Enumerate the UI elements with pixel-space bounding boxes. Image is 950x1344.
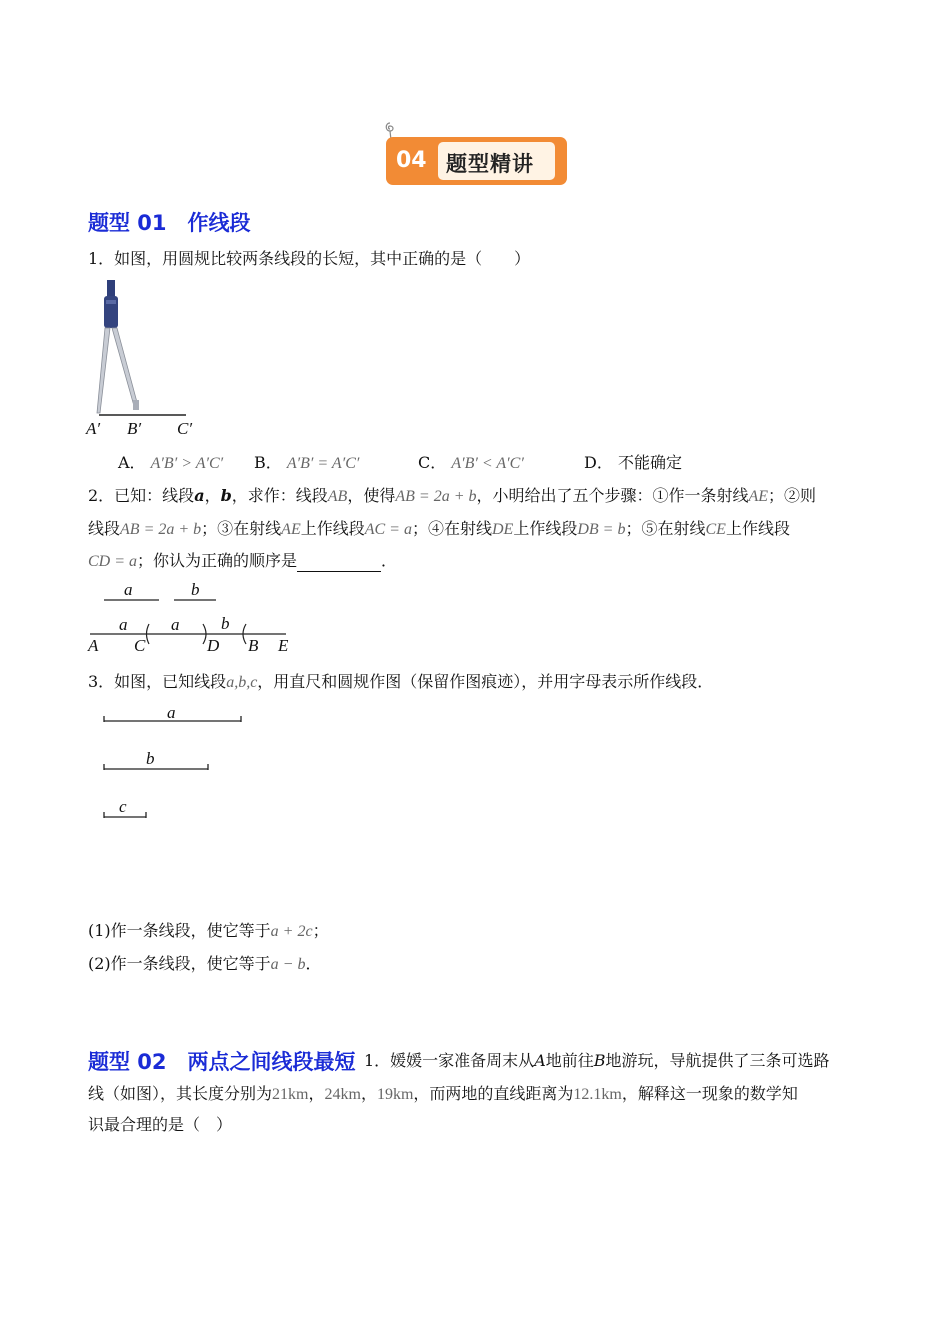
q1-option-d[interactable] <box>584 453 682 473</box>
q2-line-label-a1: a <box>119 615 128 634</box>
q2-line-label-a2: a <box>171 615 180 634</box>
q1-text: 1．如图，用圆规比较两条线段的长短，其中正确的是（ ） <box>88 249 531 268</box>
q2-point-e: E <box>278 636 289 655</box>
option-expr: 不能确定 <box>617 453 682 472</box>
s2-q1-line3: 识最合理的是（ ） <box>88 1115 233 1134</box>
q2-line3: CD = a；你认为正确的顺序是 ． <box>88 551 398 570</box>
q2-point-b: B <box>248 636 259 655</box>
badge-inner <box>438 142 555 180</box>
option-key: B． <box>254 453 282 472</box>
option-key: A． <box>118 453 146 472</box>
section1-heading: 题型 01 作线段 <box>88 211 251 235</box>
fig1-label-a: A′ <box>86 419 101 438</box>
q2-seg-label-a: a <box>124 580 133 599</box>
q3-label-a: a <box>167 703 176 722</box>
compass-figure <box>86 278 196 418</box>
badge-number: 04 <box>396 148 427 173</box>
badge-title: 题型精讲 <box>446 152 534 176</box>
q2-line1: 2．已知：线段a，b，求作：线段AB，使得AB = 2a + b，小明给出了五个步骤：①作一条射线AE；②则 <box>88 486 817 505</box>
q3-text: 3．如图，已知线段a,b,c，用直尺和圆规作图（保留作图痕迹），并用字母表示所作线段． <box>88 672 714 691</box>
fig1-label-b: B′ <box>127 419 142 438</box>
q2-point-a: A <box>88 636 99 655</box>
option-expr: A′B′ < A′C′ <box>451 455 524 472</box>
fig1-label-c: C′ <box>177 419 193 438</box>
option-expr: A′B′ > A′C′ <box>150 455 224 472</box>
s2-q1-line2: 线（如图），其长度分别为21km，24km，19km，而两地的直线距离为12.1km，解释这一现象的数学知 <box>88 1084 798 1103</box>
compass-icon <box>97 280 139 413</box>
q1-option-a[interactable] <box>118 453 223 474</box>
option-key: C． <box>418 453 447 472</box>
option-key: D． <box>584 453 613 472</box>
section2-heading: 题型 02 两点之间线段最短 <box>88 1050 356 1074</box>
q2-line2: 线段AB = 2a + b；③在射线AE上作线段AC = a；④在射线DE上作线段DB = b；⑤在射线CE上作线段 <box>88 519 790 538</box>
q3-label-c: c <box>119 797 127 816</box>
section-badge <box>386 137 567 185</box>
q2-line-label-b: b <box>221 614 230 633</box>
answer-blank[interactable] <box>297 555 381 572</box>
q3-label-b: b <box>146 749 155 768</box>
s2-q1-line1: 1．媛媛一家准备周末从A地前往B地游玩，导航提供了三条可选路 <box>364 1051 830 1070</box>
q2-point-d: D <box>207 636 220 655</box>
option-expr: A′B′ = A′C′ <box>286 455 360 472</box>
q3-sub2: (2)作一条线段，使它等于a − b． <box>88 954 322 973</box>
q1-option-b[interactable] <box>254 453 359 474</box>
q1-option-c[interactable] <box>418 453 524 474</box>
q2-seg-label-b: b <box>191 580 200 599</box>
q3-sub1: (1)作一条线段，使它等于a + 2c； <box>88 921 329 940</box>
q2-point-c: C <box>134 636 146 655</box>
